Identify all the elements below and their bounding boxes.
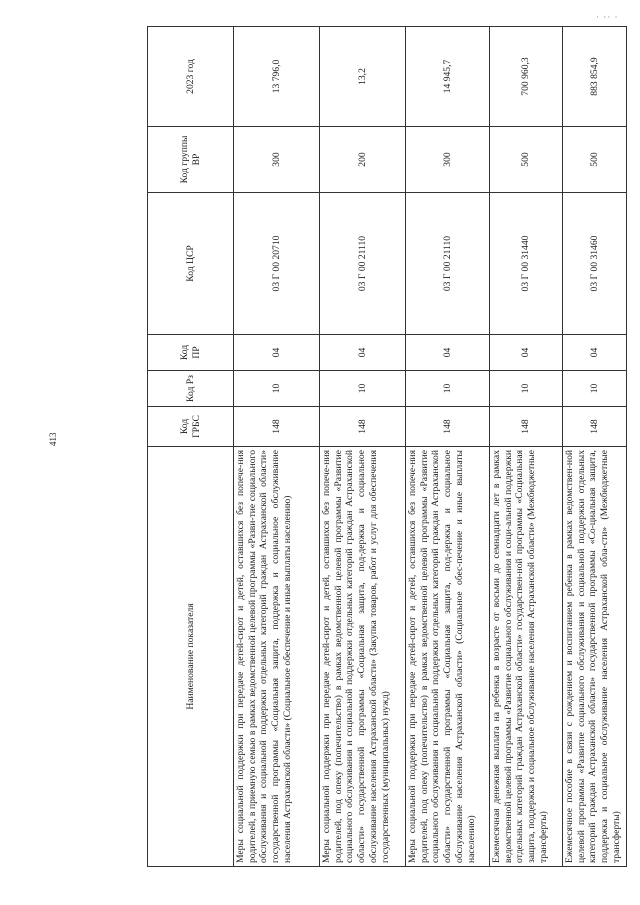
grbs-code: 148 (320, 407, 406, 447)
grbs-code: 148 (563, 407, 627, 447)
indicator-name: Меры социальной поддержки при передаче детей-сирот и детей, оставшихся без попече-ния родителей, в приемную семью в рамках ведомственной целевой программы «Разви-тие социального обслуживания и социальной поддержки отдельных категорий граждан Астраханской области» государственной программы «Социальная защита, поддержка и социальное обслуживание населения Астраханской области» (Социальное обеспечение и иные выплаты населению) (234, 447, 320, 867)
header-grbs-code: Код ГРБС (148, 407, 234, 447)
vr-group-code: 500 (563, 127, 627, 193)
budget-table-container (147, 27, 622, 867)
amount-2023: 14 945,7 (406, 27, 490, 127)
grbs-code: 148 (406, 407, 490, 447)
rz-code: 10 (320, 371, 406, 407)
table-row (406, 27, 490, 867)
pr-code: 04 (406, 335, 490, 371)
csr-code: 03 Г 00 31440 (490, 193, 563, 335)
pr-code: 04 (234, 335, 320, 371)
csr-code: 03 Г 00 21110 (320, 193, 406, 335)
rz-code: 10 (234, 371, 320, 407)
csr-code: 03 Г 00 31460 (563, 193, 627, 335)
vr-group-code: 300 (234, 127, 320, 193)
amount-2023: 883 854,9 (563, 27, 627, 127)
table-header-row (148, 27, 234, 867)
vr-group-code: 300 (406, 127, 490, 193)
rz-code: 10 (490, 371, 563, 407)
rz-code: 10 (406, 371, 490, 407)
table-row (490, 27, 563, 867)
table-row (234, 27, 320, 867)
vr-group-code: 200 (320, 127, 406, 193)
table-row (320, 27, 406, 867)
pr-code: 04 (563, 335, 627, 371)
amount-2023: 13 796,0 (234, 27, 320, 127)
grbs-code: 148 (234, 407, 320, 447)
header-vr-group-code: Код группы ВР (148, 127, 234, 193)
indicator-name: Ежемесячное пособие в связи с рождением и воспитанием ребенка в рамках ведомствен-ной целевой программы «Развитие социального обслуживания и социальной поддержки отдельных категорий граждан Астраханской области» государственной программы «Со-циальная защита, поддержка и социальное обслуживание населения Астраханской обла-сти» (Межбюджетные трансферты) (563, 447, 627, 867)
indicator-name: Ежемесячная денежная выплата на ребенка в возрасте от восьми до семнадцати лет в рамках ведомственной целевой программы «Развитие социального обслуживания и соци-альной поддержки отдельных категорий граждан Астраханской области» государствен-ной программы «Социальная защита, поддержка и социальное обслуживание населения Астраханской области» (Межбюджетные трансферты) (490, 447, 563, 867)
table-row (563, 27, 627, 867)
vr-group-code: 500 (490, 127, 563, 193)
rz-code: 10 (563, 371, 627, 407)
scan-artifact: · ·· · (596, 12, 619, 22)
header-pr-code: Код ПР (148, 335, 234, 371)
page-number: 413 (48, 432, 58, 446)
header-indicator-name: Наименование показателя (148, 447, 234, 867)
indicator-name: Меры социальной поддержки при передаче детей-сирот и детей, оставшихся без попече-ния родителей, под опеку (попечительство) в рамках ведомственной целевой программы «Развитие социального обслуживания и социальной поддержки отдельных категорий граждан Астраханской области» государственной программы «Социальная защита, под-держка и социальное обслуживание населения Астраханской области» (Закупка товаров, работ и услуг для обеспечения государственных (муниципальных) нужд) (320, 447, 406, 867)
amount-2023: 700 960,3 (490, 27, 563, 127)
pr-code: 04 (320, 335, 406, 371)
budget-table (147, 26, 627, 867)
header-rz-code: Код Рз (148, 371, 234, 407)
header-csr-code: Код ЦСР (148, 193, 234, 335)
pr-code: 04 (490, 335, 563, 371)
indicator-name: Меры социальной поддержки при передаче детей-сирот и детей, оставшихся без попече-ния родителей, под опеку (попечительство) в рамках ведомственной целевой программы «Развитие социального обслуживания и социальной поддержки отдельных категорий граждан Астраханской области» государственной программы «Социальная защита, под-держка и социальное обслуживание населения Астраханской области» (Социальное обес-печение и иные выплаты населению) (406, 447, 490, 867)
amount-2023: 13,2 (320, 27, 406, 127)
csr-code: 03 Г 00 20710 (234, 193, 320, 335)
csr-code: 03 Г 00 21110 (406, 193, 490, 335)
header-year-2023: 2023 год (148, 27, 234, 127)
grbs-code: 148 (490, 407, 563, 447)
